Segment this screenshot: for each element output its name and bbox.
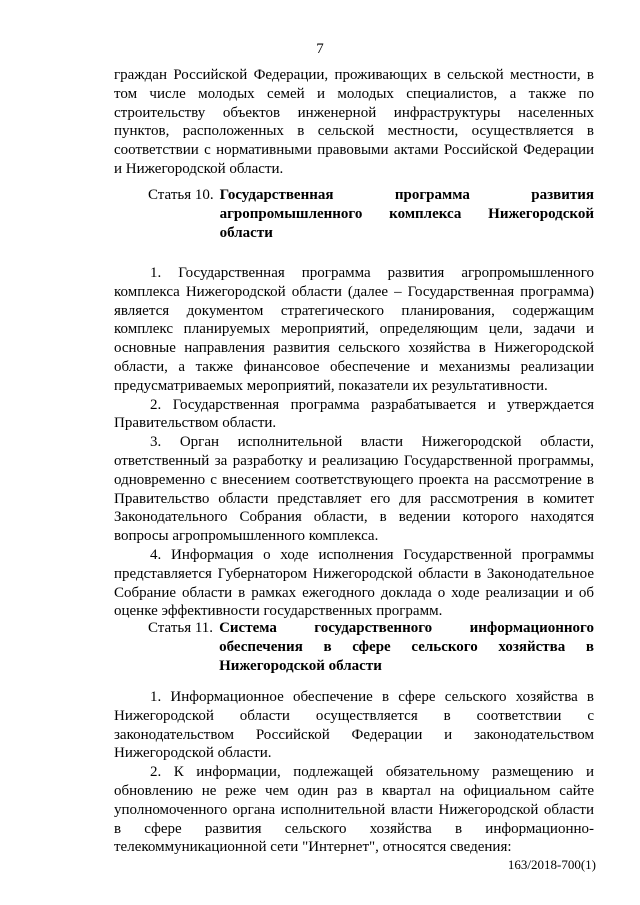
article-11-paragraph-1: 1. Информационное обеспечение в сфере сельского хозяйства в Нижегородской области осуществляется в соответствии с законодательством Российской Федерации и законодательством Нижегородской области. bbox=[114, 689, 594, 762]
page-number: 7 bbox=[316, 41, 324, 57]
article-11-heading bbox=[148, 619, 594, 676]
article-10-paragraph-2: 2. Государственная программа разрабатывается и утверждается Правительством области. bbox=[114, 396, 594, 432]
article-10-paragraph-3: 3. Орган исполнительной власти Нижегородской области, ответственный за разработку и реализацию Государственной программы, одновременно с внесением соответствующего проекта на рассмотрение в Правительство области представляет его для рассмотрения в комитет Законодательного Собрания области, в ведении которого находятся вопросы агропромышленного комплекса. bbox=[114, 434, 594, 545]
article-10-label: Статья 10. bbox=[148, 187, 214, 203]
article-10-body bbox=[114, 264, 594, 621]
article-11-label: Статья 11. bbox=[148, 620, 214, 636]
article-10-paragraph-4: 4. Информация о ходе исполнения Государственной программы представляется Губернатором Нижегородской области в Законодательное Собрание области в рамках ежегодного доклада о ходе реализации и об оценке эффективности государственных программ. bbox=[114, 546, 594, 620]
article-10-heading bbox=[148, 186, 594, 243]
article-11-title: Система государственного информационного обеспечения в сфере сельского хозяйства в Нижегородской области bbox=[219, 620, 594, 674]
article-10-paragraph-1: 1. Государственная программа развития агропромышленного комплекса Нижегородской области (далее – Государственная программа) является документом стратегического планирования, содержащим комплекс планируемых мероприятий, определяющим цели, задачи и основные направления развития сельского хозяйства в Нижегородской области, а также финансовое обеспечение и механизмы реализации предусматриваемых мероприятий, показатели их результативности. bbox=[114, 265, 594, 394]
intro-block bbox=[114, 66, 594, 179]
intro-paragraph: граждан Российской Федерации, проживающих в сельской местности, в том числе молодых семей и молодых специалистов, а также по строительству объектов инженерной инфраструктуры населенных пунктов, расположенных в сельской местности, осуществляется в соответствии с нормативными правовыми актами Российской Федерации и Нижегородской области. bbox=[114, 67, 594, 177]
document-code: 163/2018-700(1) bbox=[507, 857, 596, 872]
article-11-body bbox=[114, 688, 594, 857]
article-11-paragraph-2: 2. К информации, подлежащей обязательному размещению и обновлению не реже чем один раз в квартал на официальном сайте уполномоченного органа исполнительной власти Нижегородской области в сфере развития сельского хозяйства в информационно-телекоммуникационной сети "Интернет", относятся сведения: bbox=[114, 764, 594, 856]
article-10-title: Государственная программа развития агропромышленного комплекса Нижегородской области bbox=[219, 187, 594, 241]
